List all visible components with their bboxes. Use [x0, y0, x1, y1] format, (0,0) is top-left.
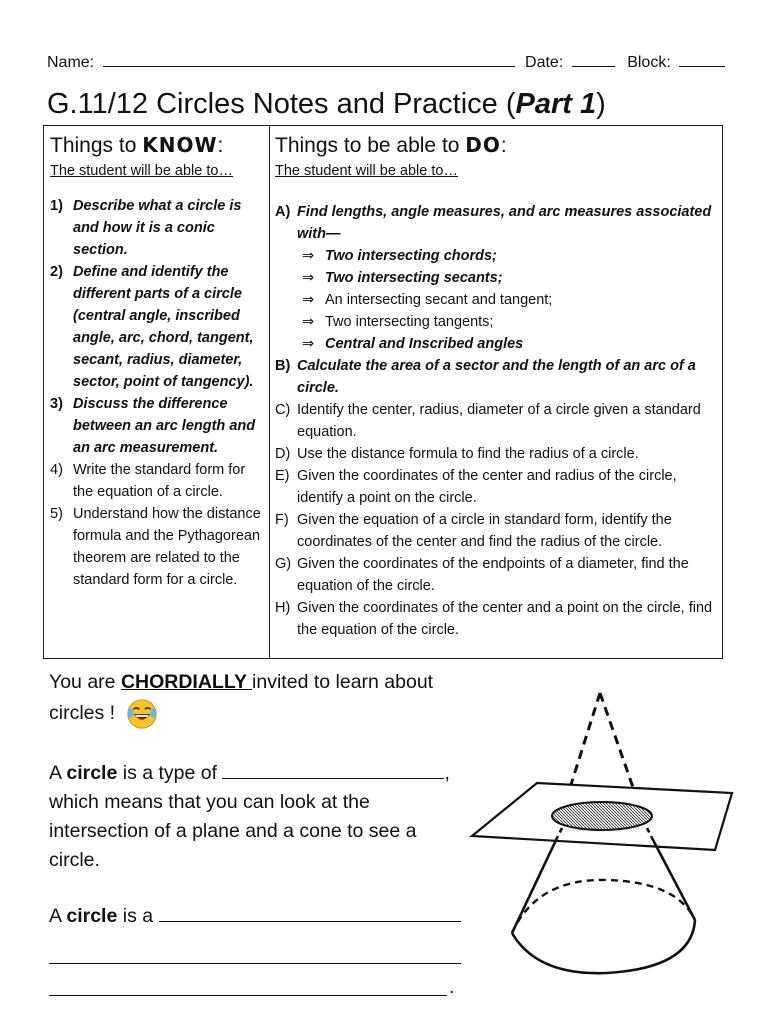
list-text: Write the standard form for the equation of a circle. — [73, 462, 246, 500]
list-item — [275, 509, 719, 553]
arrow-icon: ⇒ — [302, 248, 315, 264]
circle-def-middle: is a — [117, 905, 159, 927]
sub-list-text: Two intersecting tangents; — [325, 314, 494, 330]
circle-type-middle: is a type of — [117, 762, 223, 784]
list-item — [50, 195, 264, 261]
list-marker: A) — [275, 204, 291, 220]
name-blank[interactable] — [103, 52, 515, 67]
list-text: Given the coordinates of the center and a point on the circle, find the equation of the circle. — [297, 600, 713, 638]
do-heading-word: DO — [465, 133, 501, 157]
know-column — [50, 132, 264, 591]
list-item — [275, 465, 719, 509]
circle-type-paragraph — [49, 759, 469, 875]
sub-list-item — [275, 333, 719, 355]
list-text: Use the distance formula to find the radius of a circle. — [297, 446, 639, 462]
invite-emph: CHORDIALLY — [120, 671, 253, 693]
list-marker: D) — [275, 446, 291, 462]
title-close: ) — [596, 88, 606, 120]
definition-blank-2[interactable] — [49, 945, 461, 964]
date-label: Date: — [525, 54, 564, 71]
know-list — [50, 195, 264, 591]
list-marker: C) — [275, 402, 291, 418]
invite-paragraph — [49, 668, 469, 731]
circle-type-prefix: A — [49, 762, 67, 784]
list-marker: H) — [275, 600, 291, 616]
invite-suffix: invited to learn about circles ! — [49, 671, 434, 725]
sub-list-text: An intersecting secant and tangent; — [325, 292, 553, 308]
list-item — [275, 201, 719, 245]
do-list-continued — [275, 355, 719, 641]
cone-plane-cross-section-icon — [467, 688, 737, 978]
circle-def-prefix: A — [49, 905, 67, 927]
list-text: Define and identify the different parts of a circle (central angle, inscribed angle, arc, chord, tangent, secant, radius, diameter, sector, point of tangency). — [73, 264, 254, 390]
know-heading-prefix: Things to — [50, 134, 143, 157]
date-blank[interactable] — [572, 52, 615, 67]
sub-list-item — [275, 311, 719, 333]
list-item — [275, 553, 719, 597]
list-marker: B) — [275, 358, 291, 374]
invite-prefix: You are — [49, 671, 121, 693]
list-text: Discuss the difference between an arc length and an arc measurement. — [73, 396, 256, 456]
list-item — [50, 393, 264, 459]
sub-list-text: Two intersecting chords; — [325, 248, 497, 264]
definition-line-3 — [49, 969, 469, 1003]
title-part: Part 1 — [515, 88, 597, 120]
list-marker: 2) — [50, 264, 63, 280]
do-subheading: The student will be able to… — [275, 163, 458, 179]
sub-list-item — [275, 289, 719, 311]
arrow-icon: ⇒ — [302, 336, 315, 352]
do-list — [275, 201, 719, 245]
list-text: Given the coordinates of the endpoints of a diameter, find the equation of the circle. — [297, 556, 689, 594]
do-heading — [275, 132, 719, 159]
arrow-icon: ⇒ — [302, 270, 315, 286]
list-marker: G) — [275, 556, 292, 572]
list-item — [275, 355, 719, 399]
circle-type-comma: , — [444, 762, 450, 784]
notes-section — [49, 668, 469, 1003]
definition-period: . — [449, 976, 455, 998]
sub-list-text: Two intersecting secants; — [325, 270, 503, 286]
definition-blank-3[interactable] — [49, 977, 447, 996]
list-item — [50, 459, 264, 503]
list-text: Identify the center, radius, diameter of a circle given a standard equation. — [297, 402, 701, 440]
title-main: G.11/12 Circles Notes and Practice ( — [47, 88, 516, 120]
list-marker: 1) — [50, 198, 63, 214]
list-text: Given the coordinates of the center and radius of the circle, identify a point on the circle. — [297, 468, 677, 506]
sub-list-item — [275, 267, 719, 289]
circle-type-rest: which means that you can look at the intersection of a plane and a cone to see a circle. — [49, 791, 417, 871]
know-heading-word: KNOW — [142, 133, 218, 157]
list-text: Calculate the area of a sector and the length of an arc of a circle. — [297, 358, 696, 396]
laughing-crying-emoji-icon — [125, 697, 159, 731]
list-marker: 4) — [50, 462, 63, 478]
list-text: Describe what a circle is and how it is a conic section. — [73, 198, 242, 258]
list-item — [50, 503, 264, 591]
list-marker: F) — [275, 512, 289, 528]
list-item — [275, 597, 719, 641]
list-text: Understand how the distance formula and the Pythagorean theorem are related to the standard form for a circle. — [73, 506, 261, 588]
definition-line-2 — [49, 931, 469, 969]
conic-blank[interactable] — [222, 760, 444, 779]
list-text: Find lengths, angle measures, and arc measures associated with— — [297, 204, 712, 242]
list-marker: 3) — [50, 396, 63, 412]
circle-def-word: circle — [66, 905, 118, 927]
column-divider — [269, 126, 270, 658]
objectives-table — [43, 125, 723, 659]
list-text: Given the equation of a circle in standard form, identify the coordinates of the center and find the radius of the circle. — [297, 512, 672, 550]
circle-type-word: circle — [66, 762, 118, 784]
list-marker: 5) — [50, 506, 63, 522]
block-blank[interactable] — [679, 52, 725, 67]
know-subheading: The student will be able to… — [50, 163, 233, 179]
do-column — [275, 132, 719, 641]
do-sub-list — [275, 245, 719, 355]
list-item — [50, 261, 264, 393]
do-heading-suffix: : — [500, 134, 507, 157]
sub-list-text: Central and Inscribed angles — [325, 336, 524, 352]
name-label: Name: — [47, 54, 95, 71]
header-row — [47, 52, 727, 76]
list-item — [275, 399, 719, 443]
page-title — [47, 88, 606, 121]
definition-blank-1[interactable] — [159, 903, 461, 922]
know-heading-suffix: : — [217, 134, 224, 157]
arrow-icon: ⇒ — [302, 314, 315, 330]
do-heading-prefix: Things to be able to — [275, 134, 466, 157]
list-marker: E) — [275, 468, 290, 484]
arrow-icon: ⇒ — [302, 292, 315, 308]
circle-def-paragraph — [49, 902, 469, 931]
sub-list-item — [275, 245, 719, 267]
know-heading — [50, 132, 264, 159]
list-item — [275, 443, 719, 465]
block-label: Block: — [627, 54, 671, 71]
